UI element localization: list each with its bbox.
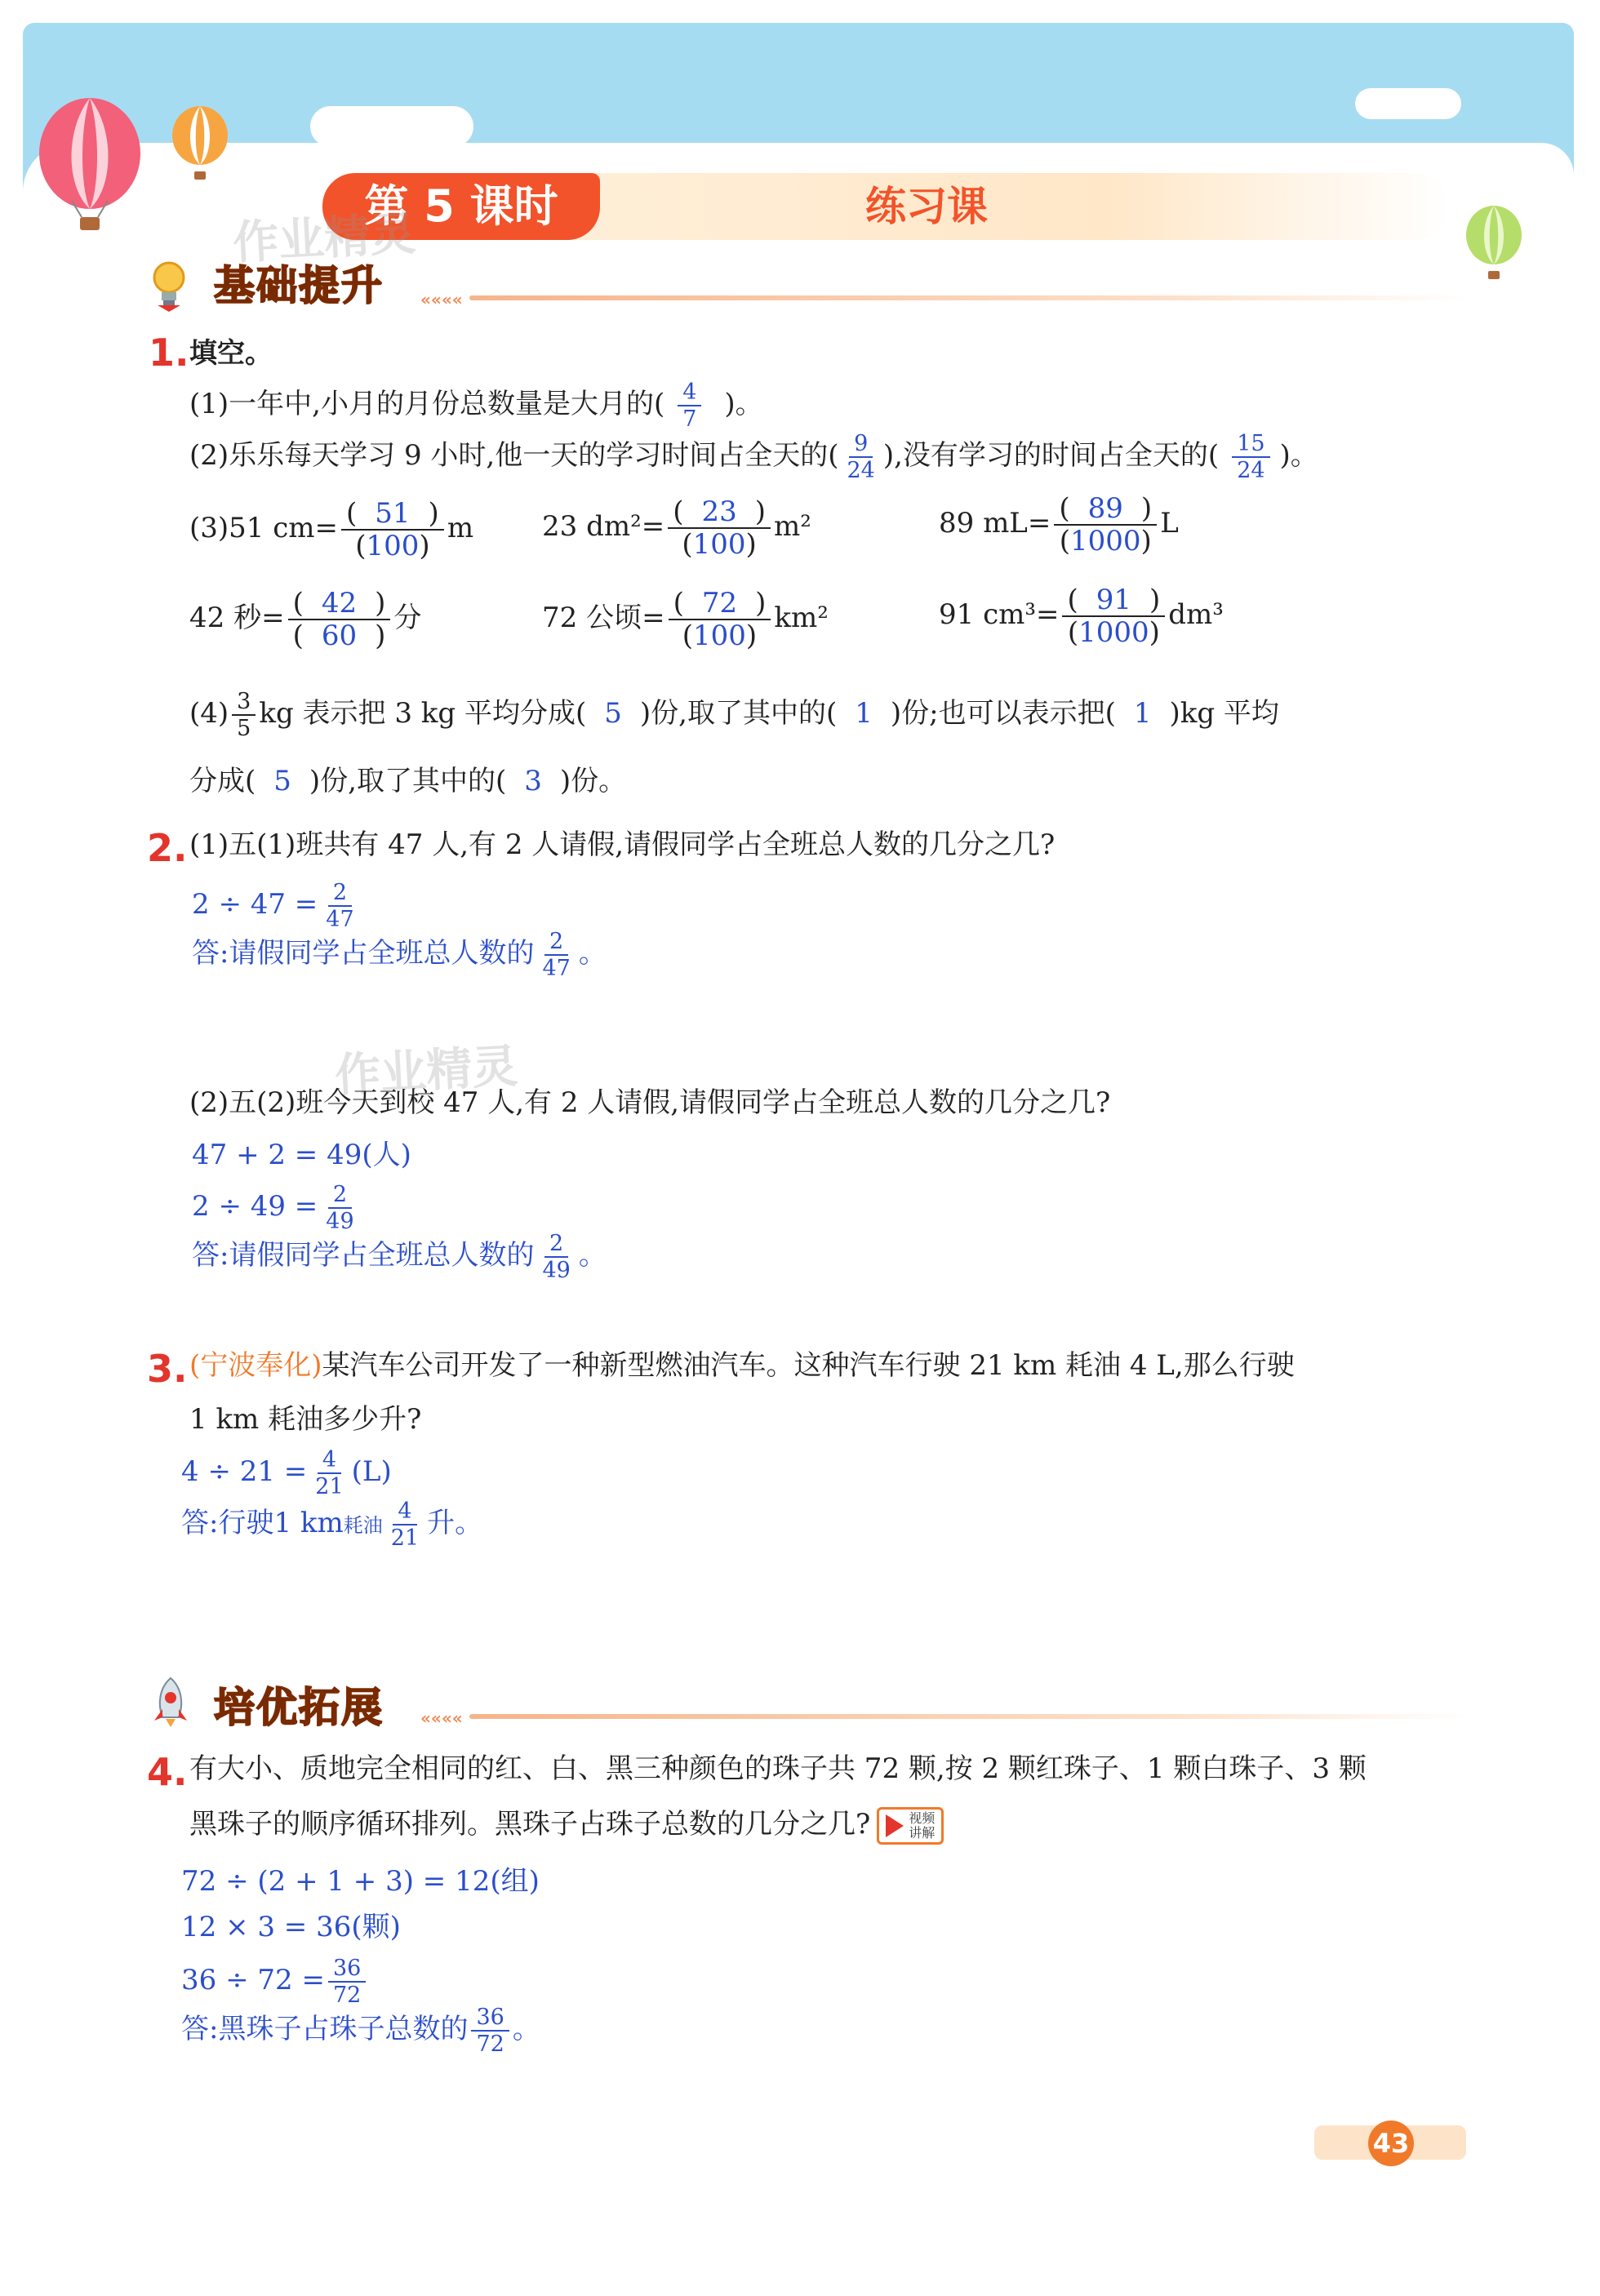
question-number: 2.: [147, 826, 188, 870]
answer-fraction: $\frac{4}{7}$: [678, 381, 701, 430]
cloud-decoration: [1355, 88, 1461, 119]
q3-answer: 答:行驶1 km耗油 $\frac{4}{21}$ 升。: [181, 1499, 483, 1551]
question-number: 1.: [149, 331, 189, 375]
q1-part3-e: 72 公顷= $\frac{( 72 )}{(100)}$ km²: [542, 587, 829, 652]
q4-calc3: 36 ÷ 72 = $\frac{36}{72}$: [181, 1957, 369, 2006]
fraction: $\frac{3}{5}$: [232, 691, 256, 739]
video-explanation-button[interactable]: 视频 讲解: [877, 1807, 944, 1845]
answer-fraction: $\frac{15}{24}$: [1232, 433, 1269, 482]
q2-part2-calc2: 2 ÷ 49 = $\frac{2}{49}$: [192, 1184, 362, 1232]
q4-calc2: 12 × 3 = 36(颗): [181, 1911, 401, 1943]
q2-part1-question: (1)五(1)班共有 47 人,有 2 人请假,请假同学占全班总人数的几分之几?: [189, 828, 1056, 861]
section-divider: [469, 295, 1469, 300]
answer-fraction: $\frac{2}{47}$: [542, 929, 571, 981]
question-number: 3.: [147, 1347, 188, 1391]
hot-air-balloon-icon: [1461, 204, 1527, 286]
q1-part2: (2)乐乐每天学习 9 小时,他一天的学习时间占全天的( $\frac{9}{24}$ ),没有学习的时间占全天的( $\frac{15}{24}$ )。: [189, 431, 1318, 483]
answer-fraction: $\frac{4}{21}$: [390, 1499, 420, 1551]
q2-part2-calc1: 47 + 2 = 49(人): [192, 1139, 411, 1171]
question-title: 填空。: [189, 337, 273, 370]
rocket-icon: [149, 1676, 192, 1729]
fraction-blank: $\frac{( 23 )}{(100)}$: [668, 498, 771, 558]
question-source: (宁波奉化): [189, 1349, 322, 1382]
q3-line2: 1 km 耗油多少升?: [189, 1403, 422, 1436]
fraction-blank: $\frac{( 51 )}{(100)}$: [341, 500, 444, 560]
cloud-decoration: [310, 106, 473, 147]
q1-part3-b: 23 dm²= $\frac{( 23 )}{(100)}$ m²: [542, 495, 811, 561]
lightbulb-icon: [151, 260, 187, 312]
q1-part1: (1)一年中,小月的月份总数量是大月的( $\frac{4}{7}$ )。: [189, 380, 763, 432]
q1-part3-f: 91 cm³= $\frac{( 91 )}{(1000)}$ dm³: [939, 584, 1224, 649]
answer-fraction: $\frac{2}{49}$: [326, 1182, 354, 1234]
arrows-decoration: ««««: [420, 1708, 463, 1728]
fraction-blank: $\frac{( 72 )}{(100)}$: [669, 589, 771, 650]
fraction-blank: $\frac{( 89 )}{(1000)}$: [1054, 495, 1157, 555]
answer-fraction: $\frac{36}{72}$: [328, 1957, 366, 2006]
q1-part4-line2: 分成( 5 )份,取了其中的( 3 )份。: [189, 765, 627, 797]
answer-fraction: $\frac{2}{49}$: [542, 1231, 571, 1283]
q4-line2: 黑珠子的顺序循环排列。黑珠子占珠子总数的几分之几? 视频 讲解: [189, 1805, 944, 1845]
lesson-number: 第 5 课时: [322, 173, 600, 240]
q3-calc: 4 ÷ 21 = $\frac{4}{21}$ (L): [181, 1447, 392, 1499]
lesson-subtitle: 练习课: [865, 183, 988, 230]
q1-part3-d: 42 秒= $\frac{( 42 )}{( 60 )}$ 分: [189, 587, 422, 652]
q1-part3-c: 89 mL= $\frac{( 89 )}{(1000)}$ L: [939, 492, 1179, 557]
page-number: 43: [1368, 2121, 1414, 2166]
answer-fraction: $\frac{4}{21}$: [315, 1447, 344, 1499]
q4-calc1: 72 ÷ (2 + 1 + 3) = 12(组): [181, 1865, 540, 1898]
watermark: 作业精灵: [231, 207, 417, 270]
answer-fraction: $\frac{36}{72}$: [471, 2006, 509, 2055]
q1-part4-line1: (4) $\frac{3}{5}$ kg 表示把 3 kg 平均分成( 5 )份,取了其中的( 1 )份;也可以表示把( 1 )kg 平均: [189, 689, 1279, 741]
section-title-advanced: 培优拓展: [214, 1684, 384, 1731]
q1-part3-a: (3)51 cm= $\frac{( 51 )}{(100)}$ m: [189, 497, 474, 562]
section-divider: [469, 1714, 1469, 1719]
fraction-blank: $\frac{( 42 )}{( 60 )}$: [288, 589, 391, 650]
arrows-decoration: ««««: [420, 290, 463, 309]
section-title-basic: 基础提升: [214, 262, 384, 309]
q2-part1-answer: 答:请假同学占全班总人数的 $\frac{2}{47}$ 。: [192, 929, 607, 981]
play-icon: [886, 1814, 904, 1837]
q4-line1: 有大小、质地完全相同的红、白、黑三种颜色的珠子共 72 颗,按 2 颗红珠子、1 颗白珠子、3 颗: [189, 1752, 1367, 1785]
q2-part1-calc: 2 ÷ 47 = $\frac{2}{47}$: [192, 882, 362, 930]
watermark: 作业精灵: [333, 1040, 519, 1103]
answer-fraction: $\frac{2}{47}$: [326, 880, 354, 932]
hot-air-balloon-icon: [33, 96, 147, 235]
q4-answer: 答:黑珠子占珠子总数的 $\frac{36}{72}$ 。: [181, 2005, 540, 2057]
hot-air-balloon-icon: [167, 104, 233, 186]
q3-line1: (宁波奉化)某汽车公司开发了一种新型燃油汽车。这种汽车行驶 21 km 耗油 4 L,那么行驶: [189, 1349, 1295, 1382]
q2-part2-answer: 答:请假同学占全班总人数的 $\frac{2}{49}$ 。: [192, 1231, 607, 1283]
answer-fraction: $\frac{9}{24}$: [847, 431, 875, 483]
question-number: 4.: [147, 1750, 188, 1794]
fraction-blank: $\frac{( 91 )}{(1000)}$: [1062, 586, 1165, 646]
q2-part2-question: (2)五(2)班今天到校 47 人,有 2 人请假,请假同学占全班总人数的几分之几?: [189, 1086, 1111, 1119]
